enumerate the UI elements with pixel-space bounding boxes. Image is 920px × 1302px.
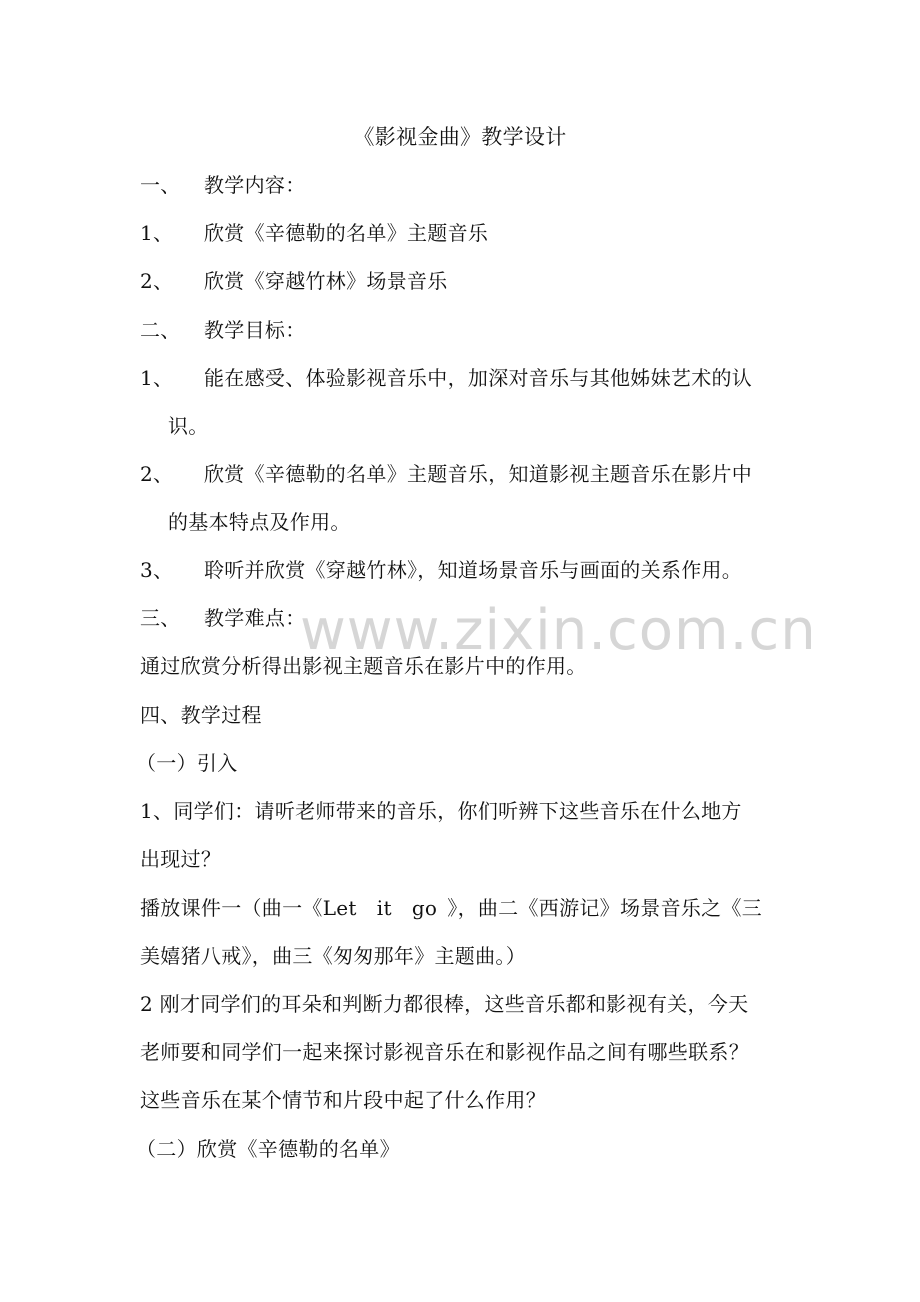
section-number: 二、	[140, 318, 181, 342]
section-heading-process: 四、教学过程	[140, 703, 262, 727]
item-number: 2、	[140, 462, 174, 486]
item-text: 欣赏《辛德勒的名单》主题音乐，知道影视主题音乐在影片中	[204, 462, 753, 486]
item-continuation: 的基本特点及作用。	[168, 510, 351, 534]
document-title: 《影视金曲》教学设计	[353, 125, 567, 149]
list-item	[140, 221, 788, 245]
item-number: 1、	[140, 221, 174, 245]
section-text: 教学难点：	[204, 606, 306, 630]
section-number: 三、	[140, 606, 181, 630]
paragraph-line	[140, 896, 788, 920]
item-text: 能在感受、体验影视音乐中，加深对音乐与其他姊妹艺术的认	[204, 366, 753, 390]
item-number: 2、	[140, 269, 174, 293]
text-run: 》，曲二《西游记》场景音乐之《三	[447, 896, 763, 920]
section-heading-content	[140, 173, 788, 197]
list-item	[140, 462, 788, 486]
watermark-text: www.zixin.com.cn	[300, 598, 817, 663]
section-text: 教学内容：	[204, 173, 306, 197]
subsection-heading: （二）欣赏《辛德勒的名单》	[136, 1137, 400, 1161]
paragraph-line: 出现过？	[140, 847, 222, 871]
paragraph-line: 老师要和同学们一起来探讨影视音乐在和影视作品之间有哪些联系？	[140, 1040, 749, 1064]
item-text: 欣赏《穿越竹林》场景音乐	[204, 269, 448, 293]
paragraph-line: 这些音乐在某个情节和片段中起了什么作用？	[140, 1088, 546, 1112]
item-text: 欣赏《辛德勒的名单》主题音乐	[204, 221, 489, 245]
text-run: go	[411, 896, 438, 920]
paragraph: 通过欣赏分析得出影视主题音乐在影片中的作用。	[140, 654, 587, 678]
list-item	[140, 366, 788, 390]
list-item	[140, 269, 788, 293]
section-heading-difficulty	[140, 606, 788, 630]
item-number: 3、	[140, 558, 174, 582]
text-run: it	[376, 896, 392, 920]
section-number: 一、	[140, 173, 181, 197]
text-run: 播放课件一（曲一《Let	[140, 896, 357, 920]
paragraph-line: 1、同学们：请听老师带来的音乐，你们听辨下这些音乐在什么地方	[140, 799, 742, 823]
item-continuation: 识。	[168, 414, 209, 438]
section-text: 教学目标：	[204, 318, 306, 342]
item-number: 1、	[140, 366, 174, 390]
section-heading-goals	[140, 318, 788, 342]
item-text: 聆听并欣赏《穿越竹林》，知道场景音乐与画面的关系作用。	[204, 558, 743, 582]
paragraph-line: 2 刚才同学们的耳朵和判断力都很棒，这些音乐都和影视有关，今天	[140, 992, 749, 1016]
list-item	[140, 558, 788, 582]
subsection-heading: （一）引入	[136, 751, 238, 775]
paragraph-line: 美嬉猪八戒》，曲三《匆匆那年》主题曲。）	[140, 944, 526, 968]
